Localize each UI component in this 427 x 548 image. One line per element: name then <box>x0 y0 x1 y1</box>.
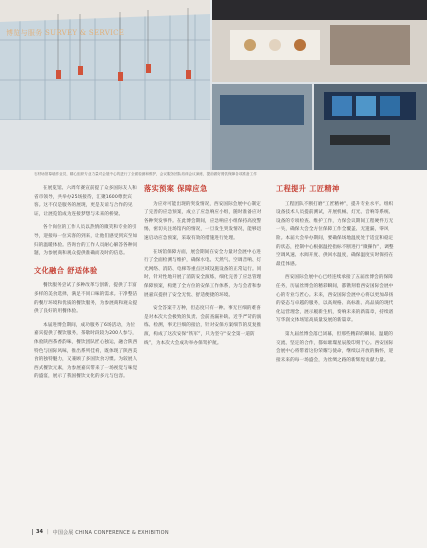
page-number: 34 <box>32 529 43 535</box>
paragraph: 各个岗位的工作人员以热情的微笑和专业的引导，迎接每一位宾客的到来，让他们感受到宾至如归的温暖体验。咨询台的工作人员耐心解答各种问题，为参展商和观众提供准确而及时的信息。 <box>34 225 138 257</box>
magazine-name: 中国会展 CHINA CONFERENCE & EXHIBITION <box>52 529 169 536</box>
section-heading: 文化融合 舒适体验 <box>34 265 98 275</box>
section-heading: 工程提升 工匠精神 <box>276 184 340 193</box>
paragraph: 在展览馆、六周年赛宣前提了众多国际友人和省市领导，共举办25场接待，汇聚1600尊贵宾客。这不仅是服务的展现，更是友谊与合作的见证，让展览馆成为连接梦想与未来的桥梁。 <box>34 186 137 217</box>
section-heading: 落实预案 保障应急 <box>144 184 208 193</box>
paragraph: 本届进博会期间，成功服务了6场活动，为位嘉宾提供了餐饮服务，茶歇时段较为200人参与，体验陕西茶香韵味，餐饮团队匠心独运，融合陕西特色与国际风味，推出系列佳肴，既体现了陕西美食的独特魅力，又兼顾了多国饮食习惯。为较展人西式餐饮元素，为参展嘉宾带来了一场视觉与味觉的盛宴，展示了我国餐饮文化的多元与包容。 <box>34 322 138 380</box>
paragraph: 餐饮服务尝试了多种改革与创新，提供了丰富多样的美食选择，满足不同口味的需求。干净整洁的餐厅环境和优质的餐饮服务，为参展商和观众提供了良好的用餐体验。 <box>34 283 138 315</box>
paragraph: 工程团队不断打磨“工匠精神”，提升专业水平。组织设备技术人员提前测试，开展机械、灯光、音响等系统、设备的专项检查、维护工作，力保会议期间工程硬件万无一失，确保大会全方位保障工作全覆盖、无遗漏，零风险。本届大会举办期间，要确保场地温度处于适宜和稳定的状态，控制中心根据温控指标不断进行“微操作”，调整空调风速、水阀开度、供回水温度，确保温度实时保持在最佳体感。 <box>276 201 394 267</box>
footer-divider: | <box>46 529 49 535</box>
section-tag: 博览与服务 SURVEY & SERVICE <box>6 29 125 37</box>
column-3 <box>276 185 397 370</box>
photo-caption: 石材场馆幕墙作业员，精心组织专业力量对会展中心的进行了全面检测和维护，会议服务团队培训会议演练，提前做好餐饮保障各项准备工作 <box>34 172 257 176</box>
column-2 <box>144 185 265 353</box>
header-photo <box>0 0 427 170</box>
paragraph: 安全答案千万种，但态度只有一种。事无巨细的难喜是对本次大会极致的负责、会前查漏补缺。近乎严苛的演练、检测，事无巨细的接洽，针对安保方案细节的反复推演，构成了这次安保“铁军”，只为坚守“安全第一道防线”，为本次大会成功举办保驾护航。 <box>144 306 262 346</box>
paragraph: 第九届丝博会落已闭幕，但那些精彩的瞬间、温暖的交流、坚定的合作，都如璀璨星辰般印刻于心。西安国际会展中心将带着这份荣耀与使命，继续以开放的胸怀，迎接未来的每一场盛会，为丝绸之路的新辉煌贡献力量。 <box>276 331 394 363</box>
page-footer <box>32 527 169 537</box>
paragraph: 在场馆保障方面，展会期间在安全力量对会展中心进行了全面检测与维护，确保水电、天然气、空调音响、灯光网络、消防、电梯等重点区域设施设备的正常运行。同时，针对性地开展了消防安全演练，细化完善了应急管理保障预案，构建了全方位的安保工作体系，为与会者和参展嘉宾提供了安全无忧、舒适便捷的环境。 <box>144 249 262 298</box>
photo-illustration <box>0 0 427 170</box>
column-1 <box>34 185 138 387</box>
paragraph: 为应对可能出现的突发情况，西安国际会展中心制定了完善的应急预案，成立了应急响应小组，随时准备应对各种突发事件。在此博会期间，应急响应小组保持高度警惕，密切关注场馆内的情况，一旦发生突发情况，能够迅速启动应急预案，采取有效的措施进行处理。 <box>144 201 262 241</box>
paragraph: 西安国际会展中心已经连续承接了五届丝博会的保障任务，历届丝博会的精彩瞬间，都镌刻着西安国际会展中心的专业与匠心。未来，西安国际会展中心将以更加昂扬的姿态与卓越的服务，以高规格、高标准、高品质的现代化运营理念，展示履新生机，奏响未来的新篇章，持续谱写华润文体场馆高质量发展的新篇章。 <box>276 275 394 324</box>
